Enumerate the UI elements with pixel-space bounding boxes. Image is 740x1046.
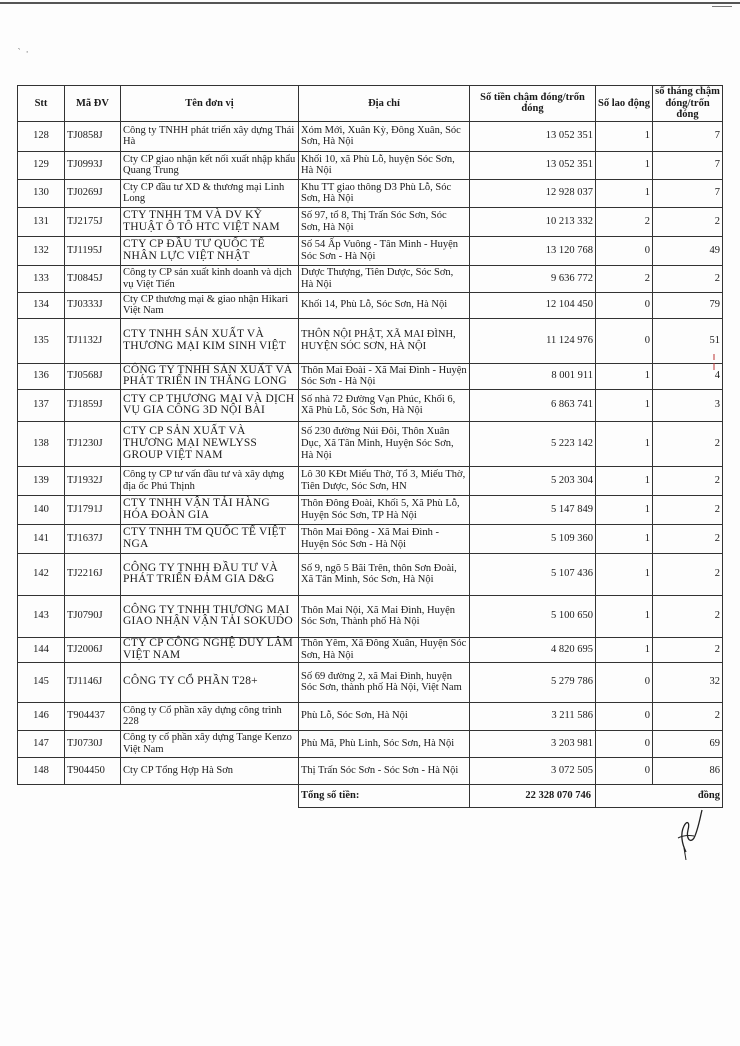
table-row — [18, 318, 723, 363]
cell-dia-chi: Số 54 Ấp Vuông - Tân Minh - Huyện Sóc Sơn - Hà Nội — [299, 236, 470, 265]
cell-stt: 131 — [18, 207, 65, 236]
cell-so-lao-dong: 0 — [596, 318, 653, 363]
cell-stt: 134 — [18, 292, 65, 318]
cell-dia-chi: Khu TT giao thông D3 Phù Lỗ, Sóc Sơn, Hà Nội — [299, 179, 470, 207]
cell-dia-chi: Số 230 đường Núi Đôi, Thôn Xuân Dục, Xã Tân Minh, Huyện Sóc Sơn, Hà Nội — [299, 421, 470, 466]
col-stt: Stt — [18, 86, 65, 122]
cell-so-thang: 2 — [653, 495, 723, 524]
cell-so-tien: 5 203 304 — [470, 466, 596, 495]
cell-dia-chi: Thôn Mai Đoài - Xã Mai Đình - Huyện Sóc Sơn - Hà Nội — [299, 363, 470, 389]
corner-mark — [712, 6, 732, 7]
cell-dia-chi: Khối 10, xã Phù Lỗ, huyện Sóc Sơn, Hà Nội — [299, 151, 470, 179]
cell-stt: 142 — [18, 553, 65, 595]
cell-so-thang: 3 — [653, 389, 723, 421]
cell-dia-chi: Khối 14, Phù Lỗ, Sóc Sơn, Hà Nội — [299, 292, 470, 318]
initial-signature — [668, 808, 704, 860]
cell-stt: 143 — [18, 595, 65, 637]
cell-dia-chi: Thị Trấn Sóc Sơn - Sóc Sơn - Hà Nội — [299, 757, 470, 784]
cell-ma-dv: TJ0269J — [65, 179, 121, 207]
cell-so-lao-dong: 0 — [596, 236, 653, 265]
table-row — [18, 292, 723, 318]
cell-ma-dv: TJ0790J — [65, 595, 121, 637]
cell-ten-don-vi: Cty CP giao nhận kết nối xuất nhập khẩu Quang Trung — [121, 151, 299, 179]
cell-dia-chi: Thôn Mai Nội, Xã Mai Đình, Huyện Sóc Sơn, Thành phố Hà Nội — [299, 595, 470, 637]
cell-ten-don-vi: CÔNG TY CỔ PHẦN T28+ — [121, 662, 299, 702]
cell-dia-chi: Số 69 đường 2, xã Mai Đình, huyện Sóc Sơn, thành phố Hà Nội, Việt Nam — [299, 662, 470, 702]
cell-so-lao-dong: 1 — [596, 179, 653, 207]
cell-ten-don-vi: Cty CP Tổng Hợp Hà Sơn — [121, 757, 299, 784]
cell-ma-dv: TJ2216J — [65, 553, 121, 595]
cell-ten-don-vi: Cty CP đầu tư XD & thương mại Linh Long — [121, 179, 299, 207]
table-row — [18, 363, 723, 389]
cell-so-tien: 3 203 981 — [470, 730, 596, 757]
cell-so-lao-dong: 0 — [596, 730, 653, 757]
table-row — [18, 553, 723, 595]
cell-ten-don-vi: CÔNG TY TNHH ĐẦU TƯ VÀ PHÁT TRIỂN ĐẢM GIA D&G — [121, 553, 299, 595]
cell-stt: 130 — [18, 179, 65, 207]
col-ten-don-vi: Tên đơn vị — [121, 86, 299, 122]
cell-ma-dv: TJ1195J — [65, 236, 121, 265]
cell-dia-chi: Phù Lỗ, Sóc Sơn, Hà Nội — [299, 702, 470, 730]
cell-ma-dv: T904437 — [65, 702, 121, 730]
table-row — [18, 702, 723, 730]
cell-so-lao-dong: 0 — [596, 662, 653, 702]
cell-ten-don-vi: CTY CP THƯƠNG MẠI VÀ DỊCH VỤ GIA CÔNG 3D NỘI BÀI — [121, 389, 299, 421]
cell-ten-don-vi: CTY TNHH TM VÀ DV KỸ THUẬT Ô TÔ HTC VIỆT NAM — [121, 207, 299, 236]
cell-ten-don-vi: Công ty cổ phần xây dựng Tange Kenzo Việt Nam — [121, 730, 299, 757]
cell-stt: 139 — [18, 466, 65, 495]
cell-so-thang: 2 — [653, 421, 723, 466]
cell-so-tien: 12 928 037 — [470, 179, 596, 207]
cell-so-tien: 3 072 505 — [470, 757, 596, 784]
col-so-tien: Số tiền chậm đóng/trốn đóng — [470, 86, 596, 122]
cell-stt: 144 — [18, 637, 65, 662]
cell-so-lao-dong: 0 — [596, 292, 653, 318]
cell-ma-dv: TJ0993J — [65, 151, 121, 179]
col-so-thang: số tháng chậm đóng/trốn đóng — [653, 86, 723, 122]
cell-so-thang: 2 — [653, 595, 723, 637]
total-row — [18, 784, 723, 807]
cell-ma-dv: TJ1132J — [65, 318, 121, 363]
cell-dia-chi: Thôn Đông Đoài, Khối 5, Xã Phù Lỗ, Huyện Sóc Sơn, TP Hà Nội — [299, 495, 470, 524]
cell-ten-don-vi: Công ty CP tư vấn đầu tư và xây dựng địa ốc Phú Thịnh — [121, 466, 299, 495]
cell-so-thang: 7 — [653, 121, 723, 151]
table-row — [18, 730, 723, 757]
cell-so-lao-dong: 2 — [596, 207, 653, 236]
table-row — [18, 179, 723, 207]
table-row — [18, 662, 723, 702]
table-row — [18, 595, 723, 637]
cell-so-thang: 2 — [653, 207, 723, 236]
total-amount: 22 328 070 746 — [470, 784, 596, 807]
cell-so-tien: 11 124 976 — [470, 318, 596, 363]
cell-stt: 146 — [18, 702, 65, 730]
cell-so-thang: 7 — [653, 179, 723, 207]
cell-so-thang: 2 — [653, 466, 723, 495]
cell-ten-don-vi: CTY CP SẢN XUẤT VÀ THƯƠNG MẠI NEWLYSS GROUP VIỆT NAM — [121, 421, 299, 466]
cell-so-lao-dong: 0 — [596, 757, 653, 784]
cell-ma-dv: TJ0845J — [65, 265, 121, 292]
cell-so-thang: 7 — [653, 151, 723, 179]
cell-so-tien: 5 107 436 — [470, 553, 596, 595]
table-row — [18, 265, 723, 292]
cell-ma-dv: TJ1146J — [65, 662, 121, 702]
cell-stt: 128 — [18, 121, 65, 151]
table-row — [18, 121, 723, 151]
cell-so-thang: 4 — [653, 363, 723, 389]
cell-dia-chi: Phù Mã, Phù Linh, Sóc Sơn, Hà Nội — [299, 730, 470, 757]
cell-so-thang: 2 — [653, 265, 723, 292]
cell-stt: 147 — [18, 730, 65, 757]
cell-so-tien: 8 001 911 — [470, 363, 596, 389]
cell-so-thang: 86 — [653, 757, 723, 784]
table-row — [18, 757, 723, 784]
scan-specks: ‵ · — [18, 48, 29, 58]
cell-so-lao-dong: 1 — [596, 553, 653, 595]
cell-so-tien: 13 120 768 — [470, 236, 596, 265]
cell-stt: 132 — [18, 236, 65, 265]
cell-ma-dv: TJ2175J — [65, 207, 121, 236]
cell-so-thang: 69 — [653, 730, 723, 757]
cell-ten-don-vi: CTY CP CÔNG NGHỆ DUY LÂM VIỆT NAM — [121, 637, 299, 662]
header-row — [18, 86, 723, 122]
cell-so-tien: 10 213 332 — [470, 207, 596, 236]
cell-so-tien: 5 223 142 — [470, 421, 596, 466]
cell-so-lao-dong: 2 — [596, 265, 653, 292]
cell-so-lao-dong: 1 — [596, 466, 653, 495]
cell-so-thang: 2 — [653, 702, 723, 730]
cell-dia-chi: Số 97, tổ 8, Thị Trấn Sóc Sơn, Sóc Sơn, Hà Nội — [299, 207, 470, 236]
cell-ma-dv: TJ1859J — [65, 389, 121, 421]
cell-so-tien: 5 109 360 — [470, 524, 596, 553]
table-row — [18, 421, 723, 466]
cell-so-lao-dong: 1 — [596, 595, 653, 637]
table-row — [18, 524, 723, 553]
table-row — [18, 495, 723, 524]
cell-so-tien: 9 636 772 — [470, 265, 596, 292]
cell-so-tien: 4 820 695 — [470, 637, 596, 662]
cell-so-lao-dong: 1 — [596, 389, 653, 421]
cell-stt: 145 — [18, 662, 65, 702]
col-dia-chi: Địa chỉ — [299, 86, 470, 122]
col-ma-dv: Mã ĐV — [65, 86, 121, 122]
cell-dia-chi: Xóm Mới, Xuân Kỳ, Đông Xuân, Sóc Sơn, Hà Nội — [299, 121, 470, 151]
cell-so-thang: 49 — [653, 236, 723, 265]
cell-so-lao-dong: 1 — [596, 151, 653, 179]
margin-mark — [712, 354, 716, 370]
cell-ma-dv: TJ1230J — [65, 421, 121, 466]
cell-ten-don-vi: Công ty TNHH phát triển xây dựng Thái Hà — [121, 121, 299, 151]
cell-dia-chi: Lô 30 KĐt Miếu Thờ, Tổ 3, Miếu Thờ, Tiên Dược, Sóc Sơn, HN — [299, 466, 470, 495]
cell-ma-dv: TJ1791J — [65, 495, 121, 524]
cell-ten-don-vi: CÔNG TY TNHH SẢN XUẤT VÀ PHÁT TRIỂN IN THĂNG LONG — [121, 363, 299, 389]
cell-so-lao-dong: 1 — [596, 495, 653, 524]
cell-ma-dv: T904450 — [65, 757, 121, 784]
cell-dia-chi: Dược Thượng, Tiên Dược, Sóc Sơn, Hà Nội — [299, 265, 470, 292]
cell-dia-chi: Số 9, ngõ 5 Bãi Trên, thôn Sơn Đoài, Xã Tân Minh, Sóc Sơn, Hà Nội — [299, 553, 470, 595]
cell-ten-don-vi: CTY TNHH SẢN XUẤT VÀ THƯƠNG MẠI KIM SINH VIỆT — [121, 318, 299, 363]
cell-so-lao-dong: 1 — [596, 121, 653, 151]
cell-dia-chi: Số nhà 72 Đường Vạn Phúc, Khối 6, Xã Phù Lỗ, Sóc Sơn, Hà Nội — [299, 389, 470, 421]
table-row — [18, 389, 723, 421]
table-row — [18, 207, 723, 236]
total-label: Tổng số tiền: — [299, 784, 470, 807]
cell-so-thang: 51 — [653, 318, 723, 363]
cell-so-tien: 6 863 741 — [470, 389, 596, 421]
cell-stt: 138 — [18, 421, 65, 466]
cell-stt: 133 — [18, 265, 65, 292]
top-border-line — [0, 2, 740, 4]
table-row — [18, 466, 723, 495]
table-body — [18, 121, 723, 784]
cell-stt: 140 — [18, 495, 65, 524]
cell-stt: 136 — [18, 363, 65, 389]
cell-ma-dv: TJ0568J — [65, 363, 121, 389]
cell-ten-don-vi: CTY CP ĐẦU TƯ QUỐC TẾ NHÂN LỰC VIỆT NHẬT — [121, 236, 299, 265]
cell-ten-don-vi: Công ty CP sản xuất kinh doanh và dịch vụ Việt Tiến — [121, 265, 299, 292]
cell-ten-don-vi: Cty CP thương mại & giao nhận Hikari Việt Nam — [121, 292, 299, 318]
cell-ten-don-vi: CTY TNHH TM QUỐC TẾ VIỆT NGA — [121, 524, 299, 553]
cell-ten-don-vi: CTY TNHH VẬN TẢI HÀNG HÓA ĐOÀN GIA — [121, 495, 299, 524]
cell-so-thang: 2 — [653, 553, 723, 595]
cell-so-tien: 12 104 450 — [470, 292, 596, 318]
cell-so-thang: 32 — [653, 662, 723, 702]
cell-ma-dv: TJ1932J — [65, 466, 121, 495]
cell-so-lao-dong: 1 — [596, 637, 653, 662]
cell-stt: 137 — [18, 389, 65, 421]
cell-ten-don-vi: Công ty Cổ phần xây dựng công trình 228 — [121, 702, 299, 730]
cell-ma-dv: TJ0858J — [65, 121, 121, 151]
col-so-lao-dong: Số lao động — [596, 86, 653, 122]
cell-ten-don-vi: CÔNG TY TNHH THƯƠNG MẠI GIAO NHẬN VẬN TẢI SOKUDO — [121, 595, 299, 637]
cell-so-lao-dong: 1 — [596, 421, 653, 466]
cell-so-tien: 5 279 786 — [470, 662, 596, 702]
cell-stt: 135 — [18, 318, 65, 363]
cell-stt: 148 — [18, 757, 65, 784]
table-row — [18, 236, 723, 265]
cell-so-tien: 13 052 351 — [470, 151, 596, 179]
cell-so-thang: 79 — [653, 292, 723, 318]
cell-dia-chi: Thôn Yêm, Xã Đông Xuân, Huyện Sóc Sơn, Hà Nội — [299, 637, 470, 662]
table-row — [18, 637, 723, 662]
cell-ma-dv: TJ0730J — [65, 730, 121, 757]
cell-so-thang: 2 — [653, 637, 723, 662]
cell-so-tien: 3 211 586 — [470, 702, 596, 730]
cell-so-lao-dong: 1 — [596, 524, 653, 553]
debt-table — [17, 85, 723, 808]
cell-ma-dv: TJ2006J — [65, 637, 121, 662]
cell-so-tien: 5 100 650 — [470, 595, 596, 637]
cell-ma-dv: TJ0333J — [65, 292, 121, 318]
cell-stt: 129 — [18, 151, 65, 179]
cell-ma-dv: TJ1637J — [65, 524, 121, 553]
cell-so-lao-dong: 1 — [596, 363, 653, 389]
total-unit: đồng — [653, 784, 723, 807]
cell-dia-chi: Thôn Mai Đông - Xã Mai Đình - Huyện Sóc Sơn - Hà Nội — [299, 524, 470, 553]
cell-so-tien: 13 052 351 — [470, 121, 596, 151]
cell-stt: 141 — [18, 524, 65, 553]
cell-so-thang: 2 — [653, 524, 723, 553]
cell-so-tien: 5 147 849 — [470, 495, 596, 524]
table-row — [18, 151, 723, 179]
cell-dia-chi: THÔN NỘI PHẬT, XÃ MAI ĐÌNH, HUYỆN SÓC SƠN, HÀ NỘI — [299, 318, 470, 363]
cell-so-lao-dong: 0 — [596, 702, 653, 730]
